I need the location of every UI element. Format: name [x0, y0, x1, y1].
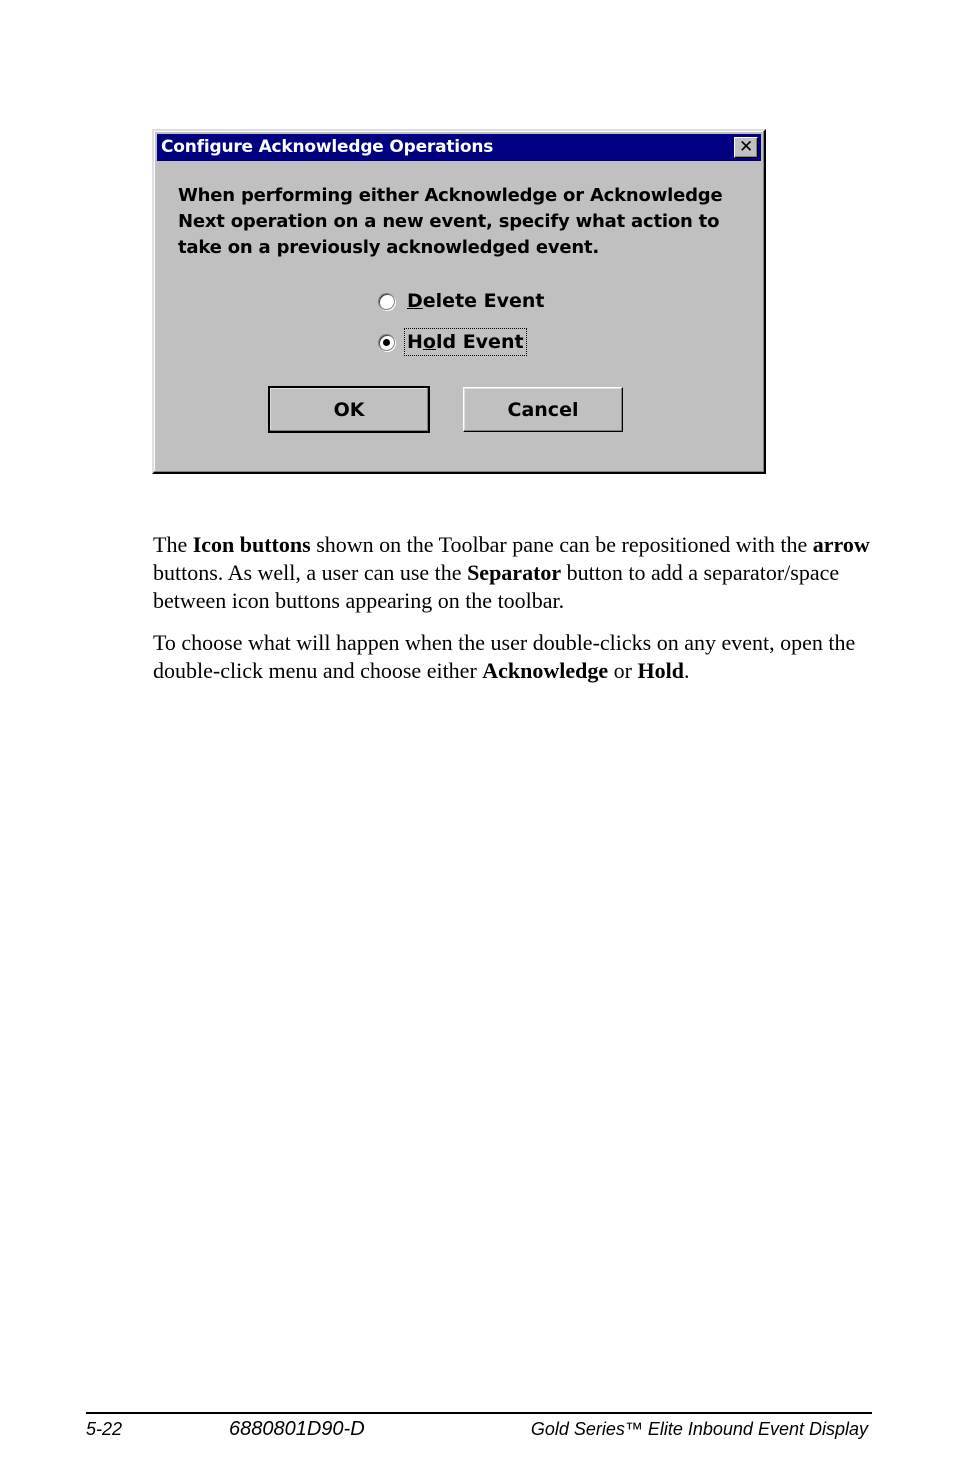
hold-event-option[interactable] — [378, 329, 526, 355]
configure-acknowledge-dialog — [152, 129, 766, 474]
close-icon: ✕ — [738, 137, 754, 157]
page-number: 5-22 — [86, 1419, 123, 1439]
delete-event-radio[interactable] — [378, 293, 395, 310]
message-line: When performing either Acknowledge or Acknowledge — [178, 185, 723, 206]
product-name: Gold Series™ Elite Inbound Event Display — [530, 1419, 868, 1439]
dialog-message — [178, 183, 748, 261]
message-line: take on a previously acknowledged event. — [178, 237, 600, 258]
close-button[interactable] — [734, 137, 758, 158]
dialog-title: Configure Acknowledge Operations — [161, 137, 494, 157]
message-line: Next operation on a new event, specify what action to — [178, 211, 720, 232]
hold-event-label: Hold Event — [407, 331, 524, 353]
cancel-button[interactable]: Cancel — [463, 387, 623, 432]
footer-rule — [86, 1412, 872, 1414]
paragraph-double-click: To choose what will happen when the user double-clicks on any event, open the double-click menu and choose either Acknowledge or Hold. — [153, 630, 856, 683]
hold-event-radio[interactable] — [378, 334, 395, 351]
delete-event-option[interactable] — [378, 288, 547, 314]
document-number: 6880801D90-D — [229, 1418, 365, 1440]
ok-button[interactable]: OK — [269, 387, 429, 432]
delete-event-label: Delete Event — [407, 290, 545, 312]
paragraph-toolbar: The Icon buttons shown on the Toolbar pane can be repositioned with the arrow buttons. As well, a user can use the Separator button to add a separator/space between icon buttons appearing on the toolbar. — [153, 532, 870, 613]
dialog-title-bar — [157, 134, 761, 161]
